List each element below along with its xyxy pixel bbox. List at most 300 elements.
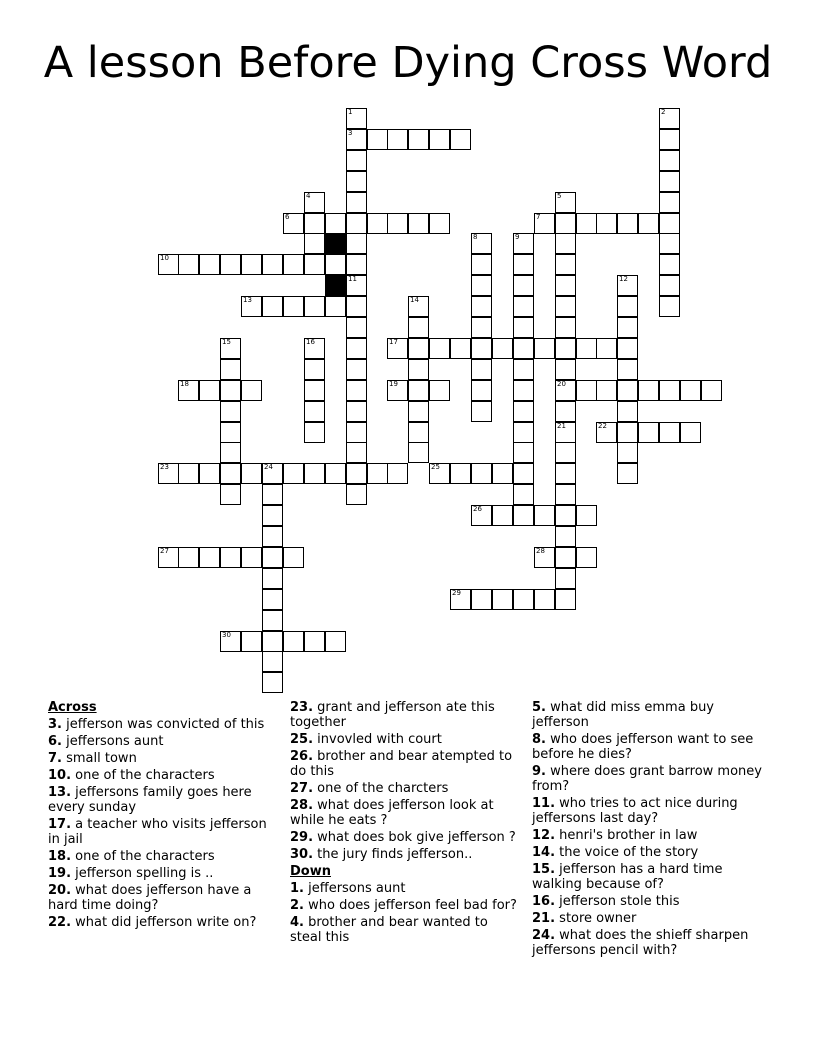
clue-number: 3 <box>348 129 353 137</box>
crossword-cell[interactable] <box>513 338 534 359</box>
crossword-cell[interactable] <box>513 359 534 380</box>
clue-text: what did miss emma buy jefferson <box>532 700 715 730</box>
clue-text: who does jefferson feel bad for? <box>308 898 517 913</box>
crossword-cell[interactable] <box>555 547 576 568</box>
crossword-cell[interactable] <box>304 338 325 359</box>
clue-number-label: 26. <box>290 749 314 764</box>
crossword-cell[interactable] <box>555 401 576 422</box>
clue-number-label: 15. <box>532 862 556 877</box>
crossword-cell[interactable] <box>534 505 555 526</box>
crossword-cell[interactable] <box>283 547 304 568</box>
crossword-block-cell <box>325 275 346 296</box>
clue-text: jefferson spelling is .. <box>75 866 214 881</box>
clue-column-3 <box>532 700 764 960</box>
crossword-cell[interactable] <box>346 338 367 359</box>
crossword-cell[interactable] <box>262 463 283 484</box>
clue-number-label: 25. <box>290 732 314 747</box>
crossword-cell[interactable] <box>471 233 492 254</box>
crossword-cell[interactable] <box>325 213 346 234</box>
crossword-cell[interactable] <box>367 463 388 484</box>
crossword-cell[interactable] <box>555 213 576 234</box>
crossword-cell[interactable] <box>513 254 534 275</box>
crossword-cell[interactable] <box>220 631 241 652</box>
crossword-cell[interactable] <box>617 296 638 317</box>
crossword-cell[interactable] <box>262 484 283 505</box>
down-clue <box>532 911 764 926</box>
crossword-cell[interactable] <box>638 422 659 443</box>
crossword-cell[interactable] <box>387 338 408 359</box>
crossword-cell[interactable] <box>659 380 680 401</box>
crossword-cell[interactable] <box>429 380 450 401</box>
crossword-cell[interactable] <box>534 213 555 234</box>
crossword-cell[interactable] <box>492 505 513 526</box>
clue-number: 28 <box>536 547 545 555</box>
crossword-cell[interactable] <box>346 463 367 484</box>
crossword-cell[interactable] <box>450 129 471 150</box>
clue-number-label: 14. <box>532 845 556 860</box>
crossword-cell[interactable] <box>178 380 199 401</box>
crossword-cell[interactable] <box>199 380 220 401</box>
crossword-cell[interactable] <box>346 484 367 505</box>
down-clue <box>290 898 520 913</box>
crossword-cell[interactable] <box>471 505 492 526</box>
crossword-cell[interactable] <box>304 463 325 484</box>
crossword-cell[interactable] <box>346 359 367 380</box>
crossword-cell[interactable] <box>241 631 262 652</box>
crossword-cell[interactable] <box>555 296 576 317</box>
clue-number: 20 <box>557 380 566 388</box>
crossword-cell[interactable] <box>304 380 325 401</box>
crossword-cell[interactable] <box>617 442 638 463</box>
crossword-cell[interactable] <box>638 380 659 401</box>
crossword-cell[interactable] <box>555 589 576 610</box>
crossword-cell[interactable] <box>158 547 179 568</box>
crossword-cell[interactable] <box>367 213 388 234</box>
across-clue <box>48 849 276 864</box>
clue-number: 17 <box>389 338 398 346</box>
crossword-cell[interactable] <box>346 442 367 463</box>
crossword-cell[interactable] <box>325 296 346 317</box>
crossword-cell[interactable] <box>346 150 367 171</box>
crossword-cell[interactable] <box>471 589 492 610</box>
crossword-cell[interactable] <box>241 463 262 484</box>
crossword-cell[interactable] <box>346 254 367 275</box>
crossword-cell[interactable] <box>283 213 304 234</box>
crossword-cell[interactable] <box>596 338 617 359</box>
crossword-cell[interactable] <box>513 442 534 463</box>
crossword-cell[interactable] <box>408 213 429 234</box>
crossword-cell[interactable] <box>617 338 638 359</box>
clue-text: one of the characters <box>75 849 215 864</box>
clue-number: 21 <box>557 422 566 430</box>
crossword-cell[interactable] <box>555 484 576 505</box>
clue-number: 25 <box>431 463 440 471</box>
crossword-cell[interactable] <box>262 568 283 589</box>
crossword-cell[interactable] <box>346 317 367 338</box>
clue-text: jefferson has a hard time walking because of? <box>532 862 723 892</box>
down-header: Down <box>290 864 331 879</box>
crossword-cell[interactable] <box>346 108 367 129</box>
crossword-cell[interactable] <box>471 463 492 484</box>
crossword-cell[interactable] <box>659 108 680 129</box>
crossword-cell[interactable] <box>346 129 367 150</box>
clue-column-2 <box>290 700 520 947</box>
crossword-cell[interactable] <box>513 296 534 317</box>
crossword-cell[interactable] <box>450 463 471 484</box>
crossword-cell[interactable] <box>304 631 325 652</box>
crossword-cell[interactable] <box>178 463 199 484</box>
crossword-cell[interactable] <box>492 589 513 610</box>
clue-text: store owner <box>559 911 637 926</box>
clue-number: 13 <box>243 296 252 304</box>
crossword-cell[interactable] <box>262 526 283 547</box>
crossword-cell[interactable] <box>220 359 241 380</box>
crossword-cell[interactable] <box>659 275 680 296</box>
clue-text: where does grant barrow money from? <box>532 764 762 794</box>
crossword-cell[interactable] <box>262 589 283 610</box>
across-clue <box>48 717 276 732</box>
crossword-cell[interactable] <box>387 463 408 484</box>
crossword-cell[interactable] <box>450 338 471 359</box>
clue-number: 23 <box>160 463 169 471</box>
across-clue <box>48 751 276 766</box>
clue-number-label: 29. <box>290 830 314 845</box>
crossword-cell[interactable] <box>555 422 576 443</box>
crossword-cell[interactable] <box>659 422 680 443</box>
crossword-cell[interactable] <box>659 233 680 254</box>
crossword-cell[interactable] <box>576 380 597 401</box>
clue-text: jeffersons family goes here every sunday <box>48 785 252 815</box>
crossword-cell[interactable] <box>304 401 325 422</box>
down-clue <box>532 845 764 860</box>
crossword-cell[interactable] <box>659 150 680 171</box>
crossword-cell[interactable] <box>555 233 576 254</box>
clue-number: 11 <box>348 275 357 283</box>
across-clue <box>48 817 276 847</box>
crossword-cell[interactable] <box>429 463 450 484</box>
crossword-cell[interactable] <box>283 254 304 275</box>
clue-text: jeffersons aunt <box>66 734 164 749</box>
crossword-cell[interactable] <box>241 380 262 401</box>
crossword-cell[interactable] <box>178 547 199 568</box>
clue-number-label: 30. <box>290 847 314 862</box>
crossword-cell[interactable] <box>659 254 680 275</box>
down-clue <box>532 732 764 762</box>
crossword-cell[interactable] <box>429 338 450 359</box>
across-clue <box>48 866 276 881</box>
crossword-cell[interactable] <box>408 442 429 463</box>
crossword-cell[interactable] <box>555 568 576 589</box>
crossword-cell[interactable] <box>555 317 576 338</box>
clue-number-label: 24. <box>532 928 556 943</box>
clue-column-1 <box>48 700 276 932</box>
clue-number-label: 20. <box>48 883 72 898</box>
crossword-cell[interactable] <box>617 401 638 422</box>
crossword-cell[interactable] <box>408 422 429 443</box>
crossword-cell[interactable] <box>346 233 367 254</box>
crossword-cell[interactable] <box>220 380 241 401</box>
clue-text: brother and bear wanted to steal this <box>290 915 488 945</box>
clue-text: what does jefferson have a hard time doing? <box>48 883 252 913</box>
crossword-cell[interactable] <box>408 380 429 401</box>
crossword-cell[interactable] <box>471 338 492 359</box>
across-clue <box>48 785 276 815</box>
crossword-cell[interactable] <box>471 296 492 317</box>
crossword-cell[interactable] <box>408 129 429 150</box>
crossword-cell[interactable] <box>346 213 367 234</box>
down-clue <box>532 764 764 794</box>
clue-number: 19 <box>389 380 398 388</box>
crossword-cell[interactable] <box>576 338 597 359</box>
crossword-cell[interactable] <box>513 505 534 526</box>
crossword-cell[interactable] <box>262 672 283 693</box>
crossword-cell[interactable] <box>199 463 220 484</box>
clue-number-label: 21. <box>532 911 556 926</box>
crossword-cell[interactable] <box>262 505 283 526</box>
crossword-cell[interactable] <box>304 422 325 443</box>
clue-number: 14 <box>410 296 419 304</box>
crossword-cell[interactable] <box>325 463 346 484</box>
crossword-cell[interactable] <box>638 213 659 234</box>
clue-number-label: 3. <box>48 717 62 732</box>
clue-text: jeffersons aunt <box>308 881 406 896</box>
crossword-cell[interactable] <box>262 296 283 317</box>
crossword-cell[interactable] <box>346 171 367 192</box>
crossword-cell[interactable] <box>220 254 241 275</box>
crossword-cell[interactable] <box>555 463 576 484</box>
clue-number: 15 <box>222 338 231 346</box>
down-clue <box>532 828 764 843</box>
crossword-cell[interactable] <box>325 254 346 275</box>
clue-number: 29 <box>452 589 461 597</box>
crossword-cell[interactable] <box>617 317 638 338</box>
crossword-cell[interactable] <box>513 422 534 443</box>
clue-number-label: 17. <box>48 817 72 832</box>
clue-number-label: 6. <box>48 734 62 749</box>
crossword-cell[interactable] <box>596 380 617 401</box>
crossword-cell[interactable] <box>408 359 429 380</box>
crossword-cell[interactable] <box>346 296 367 317</box>
crossword-cell[interactable] <box>617 422 638 443</box>
clue-text: jefferson stole this <box>559 894 680 909</box>
crossword-cell[interactable] <box>659 192 680 213</box>
crossword-cell[interactable] <box>471 317 492 338</box>
crossword-cell[interactable] <box>325 631 346 652</box>
clue-text: grant and jefferson ate this together <box>290 700 495 730</box>
crossword-cell[interactable] <box>158 463 179 484</box>
clue-text: one of the charcters <box>317 781 449 796</box>
crossword-cell[interactable] <box>617 275 638 296</box>
crossword-cell[interactable] <box>220 463 241 484</box>
down-clue <box>532 862 764 892</box>
crossword-cell[interactable] <box>346 275 367 296</box>
crossword-cell[interactable] <box>555 338 576 359</box>
crossword-cell[interactable] <box>408 338 429 359</box>
down-clue <box>290 915 520 945</box>
crossword-cell[interactable] <box>220 442 241 463</box>
crossword-cell[interactable] <box>555 442 576 463</box>
crossword-cell[interactable] <box>220 422 241 443</box>
crossword-cell[interactable] <box>387 213 408 234</box>
clue-number-label: 16. <box>532 894 556 909</box>
clue-number-label: 11. <box>532 796 556 811</box>
crossword-cell[interactable] <box>178 254 199 275</box>
crossword-cell[interactable] <box>555 380 576 401</box>
crossword-cell[interactable] <box>283 631 304 652</box>
puzzle-title: A lesson Before Dying Cross Word <box>43 38 773 88</box>
clue-number-label: 7. <box>48 751 62 766</box>
crossword-cell[interactable] <box>346 380 367 401</box>
crossword-cell[interactable] <box>576 213 597 234</box>
crossword-cell[interactable] <box>555 526 576 547</box>
across-clue <box>48 768 276 783</box>
clue-number-label: 10. <box>48 768 72 783</box>
clue-number: 2 <box>661 108 666 116</box>
clue-number: 12 <box>619 275 628 283</box>
clue-number-label: 13. <box>48 785 72 800</box>
crossword-cell[interactable] <box>262 631 283 652</box>
clue-text: the voice of the story <box>559 845 699 860</box>
crossword-cell[interactable] <box>555 275 576 296</box>
crossword-cell[interactable] <box>513 317 534 338</box>
clue-number-label: 9. <box>532 764 546 779</box>
crossword-cell[interactable] <box>304 359 325 380</box>
down-clue <box>532 928 764 958</box>
crossword-cell[interactable] <box>262 547 283 568</box>
crossword-cell[interactable] <box>617 213 638 234</box>
crossword-cell[interactable] <box>471 401 492 422</box>
crossword-cell[interactable] <box>555 254 576 275</box>
crossword-cell[interactable] <box>220 484 241 505</box>
crossword-cell[interactable] <box>596 213 617 234</box>
crossword-cell[interactable] <box>304 192 325 213</box>
crossword-cell[interactable] <box>471 380 492 401</box>
crossword-cell[interactable] <box>387 129 408 150</box>
clue-number: 24 <box>264 463 273 471</box>
crossword-cell[interactable] <box>659 213 680 234</box>
crossword-cell[interactable] <box>220 401 241 422</box>
crossword-cell[interactable] <box>555 192 576 213</box>
crossword-cell[interactable] <box>158 254 179 275</box>
crossword-cell[interactable] <box>304 296 325 317</box>
clue-text: the jury finds jefferson.. <box>317 847 473 862</box>
crossword-cell[interactable] <box>387 380 408 401</box>
crossword-cell[interactable] <box>408 296 429 317</box>
crossword-cell[interactable] <box>534 338 555 359</box>
crossword-cell[interactable] <box>346 401 367 422</box>
crossword-cell[interactable] <box>220 547 241 568</box>
crossword-cell[interactable] <box>701 380 722 401</box>
crossword-cell[interactable] <box>283 296 304 317</box>
crossword-cell[interactable] <box>241 296 262 317</box>
crossword-cell[interactable] <box>555 505 576 526</box>
crossword-cell[interactable] <box>262 610 283 631</box>
crossword-cell[interactable] <box>513 463 534 484</box>
crossword-cell[interactable] <box>304 254 325 275</box>
crossword-cell[interactable] <box>429 213 450 234</box>
crossword-cell[interactable] <box>596 422 617 443</box>
crossword-cell[interactable] <box>680 380 701 401</box>
down-clue <box>290 881 520 896</box>
crossword-cell[interactable] <box>429 129 450 150</box>
crossword-cell[interactable] <box>346 192 367 213</box>
clue-number-label: 12. <box>532 828 556 843</box>
crossword-cell[interactable] <box>199 547 220 568</box>
crossword-cell[interactable] <box>659 171 680 192</box>
clue-text: what does the shieff sharpen jeffersons pencil with? <box>532 928 749 958</box>
crossword-cell[interactable] <box>659 129 680 150</box>
crossword-cell[interactable] <box>513 233 534 254</box>
crossword-cell[interactable] <box>471 275 492 296</box>
crossword-cell[interactable] <box>534 589 555 610</box>
clue-text: who does jefferson want to see before he dies? <box>532 732 754 762</box>
clue-number: 9 <box>515 233 520 241</box>
across-clue <box>290 830 520 845</box>
crossword-cell[interactable] <box>408 317 429 338</box>
crossword-cell[interactable] <box>492 463 513 484</box>
clue-number-label: 8. <box>532 732 546 747</box>
crossword-cell[interactable] <box>617 380 638 401</box>
crossword-cell[interactable] <box>220 338 241 359</box>
clue-number-label: 23. <box>290 700 314 715</box>
crossword-cell[interactable] <box>576 505 597 526</box>
crossword-cell[interactable] <box>513 401 534 422</box>
clue-number: 30 <box>222 631 231 639</box>
clue-number: 6 <box>285 213 290 221</box>
crossword-cell[interactable] <box>283 463 304 484</box>
crossword-cell[interactable] <box>513 484 534 505</box>
crossword-cell[interactable] <box>304 213 325 234</box>
crossword-cell[interactable] <box>555 359 576 380</box>
crossword-block-cell <box>325 233 346 254</box>
crossword-cell[interactable] <box>241 547 262 568</box>
crossword-cell[interactable] <box>408 401 429 422</box>
crossword-cell[interactable] <box>513 275 534 296</box>
crossword-cell[interactable] <box>659 296 680 317</box>
crossword-cell[interactable] <box>471 254 492 275</box>
clue-number: 5 <box>557 192 562 200</box>
clue-number-label: 5. <box>532 700 546 715</box>
crossword-cell[interactable] <box>680 422 701 443</box>
clue-number: 1 <box>348 108 353 116</box>
clue-number-label: 18. <box>48 849 72 864</box>
crossword-cell[interactable] <box>617 359 638 380</box>
crossword-cell[interactable] <box>471 359 492 380</box>
across-clue <box>48 915 276 930</box>
crossword-cell[interactable] <box>367 129 388 150</box>
crossword-cell[interactable] <box>304 233 325 254</box>
clue-number: 27 <box>160 547 169 555</box>
clue-number-label: 1. <box>290 881 304 896</box>
crossword-cell[interactable] <box>199 254 220 275</box>
clue-number-label: 19. <box>48 866 72 881</box>
crossword-cell[interactable] <box>492 338 513 359</box>
across-clue <box>290 749 520 779</box>
clue-number: 22 <box>598 422 607 430</box>
crossword-cell[interactable] <box>262 651 283 672</box>
crossword-cell[interactable] <box>241 254 262 275</box>
crossword-cell[interactable] <box>513 380 534 401</box>
crossword-cell[interactable] <box>617 463 638 484</box>
crossword-cell[interactable] <box>346 422 367 443</box>
crossword-cell[interactable] <box>576 547 597 568</box>
clue-text: henri's brother in law <box>559 828 698 843</box>
crossword-cell[interactable] <box>534 547 555 568</box>
crossword-cell[interactable] <box>262 254 283 275</box>
across-clue <box>290 781 520 796</box>
crossword-cell[interactable] <box>513 589 534 610</box>
crossword-cell[interactable] <box>450 589 471 610</box>
